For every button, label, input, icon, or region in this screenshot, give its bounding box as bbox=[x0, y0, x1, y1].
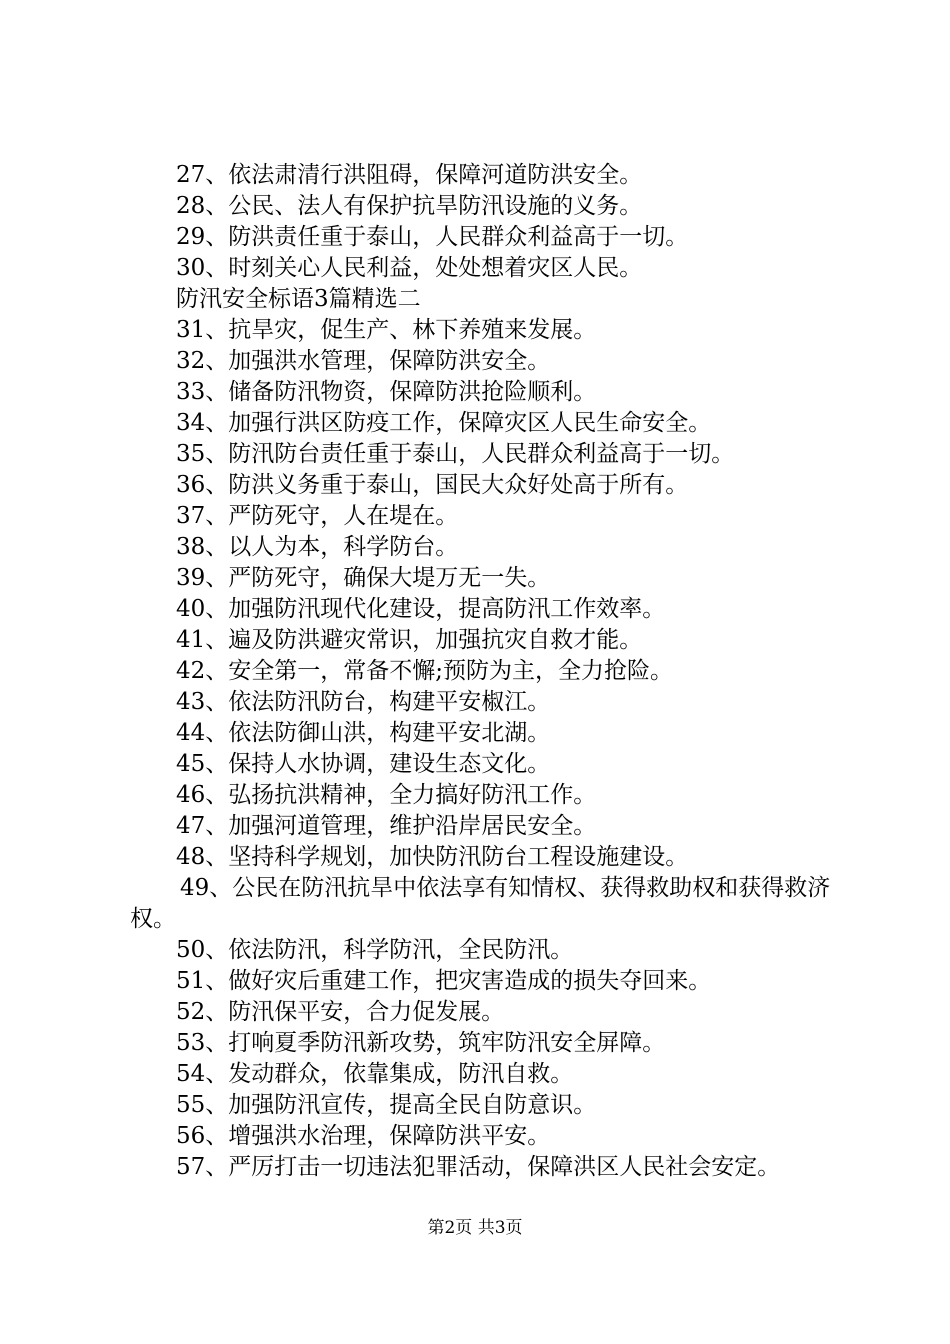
list-item: 30、时刻关心人民利益，处处想着灾区人民。 bbox=[176, 255, 643, 281]
list-item: 57、严厉打击一切违法犯罪活动，保障洪区人民社会安定。 bbox=[176, 1154, 781, 1180]
list-item: 37、严防死守，人在堤在。 bbox=[176, 503, 459, 529]
list-item: 56、增强洪水治理，保障防洪平安。 bbox=[176, 1123, 551, 1149]
list-item: 38、以人为本，科学防台。 bbox=[176, 534, 459, 560]
list-item: 27、依法肃清行洪阻碍，保障河道防洪安全。 bbox=[176, 162, 643, 188]
list-item-wrapped: 49、公民在防汛抗旱中依法享有知情权、获得救助权和获得救济权。 bbox=[130, 875, 831, 932]
list-item: 36、防洪义务重于泰山，国民大众好处高于所有。 bbox=[176, 472, 689, 498]
list-item: 46、弘扬抗洪精神，全力搞好防汛工作。 bbox=[176, 782, 597, 808]
list-item: 47、加强河道管理，维护沿岸居民安全。 bbox=[176, 813, 597, 839]
section-heading: 防汛安全标语3篇精选二 bbox=[176, 286, 421, 312]
list-item: 41、遍及防洪避灾常识，加强抗灾自救才能。 bbox=[176, 627, 643, 653]
list-item: 42、安全第一，常备不懈;预防为主，全力抢险。 bbox=[176, 658, 674, 684]
list-item: 50、依法防汛，科学防汛，全民防汛。 bbox=[176, 937, 574, 963]
list-item: 29、防洪责任重于泰山，人民群众利益高于一切。 bbox=[176, 224, 689, 250]
list-item: 40、加强防汛现代化建设，提高防汛工作效率。 bbox=[176, 596, 666, 622]
list-item: 55、加强防汛宣传，提高全民自防意识。 bbox=[176, 1092, 597, 1118]
list-item: 31、抗旱灾，促生产、林下养殖来发展。 bbox=[176, 317, 597, 343]
list-item: 33、储备防汛物资，保障防洪抢险顺利。 bbox=[176, 379, 597, 405]
list-item: 32、加强洪水管理，保障防洪安全。 bbox=[176, 348, 551, 374]
list-item: 35、防汛防台责任重于泰山，人民群众利益高于一切。 bbox=[176, 441, 735, 467]
list-item: 39、严防死守，确保大堤万无一失。 bbox=[176, 565, 551, 591]
list-item: 28、公民、法人有保护抗旱防汛设施的义务。 bbox=[176, 193, 643, 219]
list-item: 45、保持人水协调，建设生态文化。 bbox=[176, 751, 551, 777]
document-body bbox=[130, 160, 850, 1183]
list-item: 51、做好灾后重建工作，把灾害造成的损失夺回来。 bbox=[176, 968, 712, 994]
list-item: 54、发动群众，依靠集成，防汛自救。 bbox=[176, 1061, 574, 1087]
list-item: 52、防汛保平安，合力促发展。 bbox=[176, 999, 505, 1025]
list-item: 43、依法防汛防台，构建平安椒江。 bbox=[176, 689, 551, 715]
page-number-footer: 第2页 共3页 bbox=[427, 1218, 523, 1238]
list-item: 44、依法防御山洪，构建平安北湖。 bbox=[176, 720, 551, 746]
list-item: 34、加强行洪区防疫工作，保障灾区人民生命安全。 bbox=[176, 410, 712, 436]
list-item: 53、打响夏季防汛新攻势，筑牢防汛安全屏障。 bbox=[176, 1030, 666, 1056]
list-item: 48、坚持科学规划，加快防汛防台工程设施建设。 bbox=[176, 844, 689, 870]
